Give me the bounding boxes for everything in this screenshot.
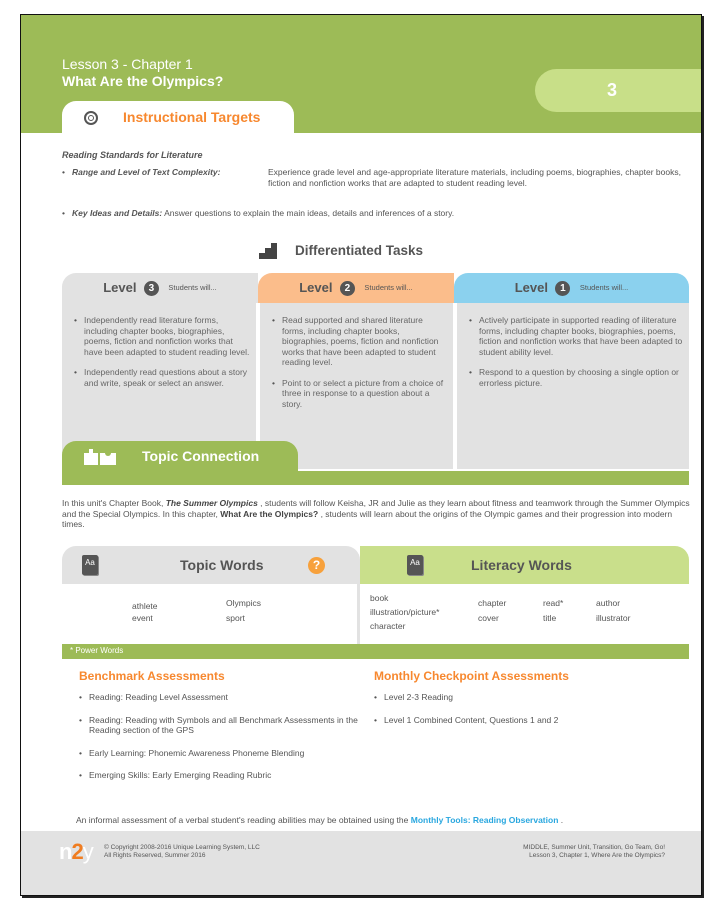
book-icon: Aa bbox=[407, 555, 423, 575]
page-footer bbox=[21, 831, 701, 895]
assessment-item: • Early Learning: Phonemic Awareness Phoneme Blending bbox=[79, 748, 369, 759]
topic-word: event bbox=[132, 613, 153, 623]
literacy-word: book bbox=[370, 593, 389, 603]
level-number-badge: 2 bbox=[340, 281, 355, 296]
level-1-tasks bbox=[457, 303, 689, 469]
topic-connection-title: Topic Connection bbox=[142, 448, 260, 464]
level-number-badge: 3 bbox=[144, 281, 159, 296]
power-words-note: * Power Words bbox=[70, 646, 124, 655]
level-2-header bbox=[258, 273, 454, 303]
task-item: • Respond to a question by choosing a single option or errorless picture. bbox=[469, 367, 683, 388]
instructional-targets-tab bbox=[62, 101, 294, 135]
standard-label: Key Ideas and Details: bbox=[72, 208, 163, 218]
students-will-label: Students will... bbox=[168, 283, 217, 292]
topic-words-header bbox=[62, 546, 360, 584]
literacy-word: chapter bbox=[478, 598, 507, 608]
topic-word: athlete bbox=[132, 601, 158, 611]
assessment-item: • Level 2-3 Reading bbox=[374, 692, 674, 703]
benchmark-assessments-list bbox=[79, 692, 369, 793]
literacy-words-title: Literacy Words bbox=[471, 557, 572, 573]
puzzle-icon bbox=[84, 449, 118, 465]
benchmark-assessments-title: Benchmark Assessments bbox=[79, 669, 225, 683]
topic-word: Olympics bbox=[226, 598, 261, 608]
copyright: © Copyright 2008-2016 Unique Learning System, LLC All Rights Reserved, Summer 2016 bbox=[104, 844, 260, 859]
chapter-book-title: The Summer Olympics bbox=[165, 498, 258, 508]
literacy-word: character bbox=[370, 621, 406, 631]
task-item: • Read supported and shared literature forms, including chapter books, biographies, poems, fiction and nonfiction works that have been adapted to student reading level. bbox=[272, 315, 447, 368]
help-icon[interactable]: ? bbox=[308, 557, 325, 574]
differentiated-tasks-title: Differentiated Tasks bbox=[295, 243, 424, 258]
literacy-word: title bbox=[543, 613, 557, 623]
topic-word: sport bbox=[226, 613, 245, 623]
chapter-name: What Are the Olympics? bbox=[220, 508, 319, 519]
topic-connection-bar bbox=[62, 471, 689, 485]
stairs-icon bbox=[259, 243, 277, 259]
instructional-targets-title: Instructional Targets bbox=[123, 109, 261, 125]
topic-words-list bbox=[62, 584, 360, 644]
lesson-label: Lesson 3 - Chapter 1 bbox=[62, 56, 193, 72]
lesson-page bbox=[20, 14, 702, 896]
topic-connection-text: In this unit's Chapter Book, The Summer Olympics , students will follow Keisha, JR and Julie as they learn about fitness and teamwork through the Summer Olympics and the Special Olympics. In this chapter, What Are the Olympics? , students will learn about the origins of the Olympic games and their progression into modern times. bbox=[62, 498, 690, 529]
lesson-number-badge: 3 bbox=[535, 69, 701, 112]
standard-label: Range and Level of Text Complexity: bbox=[72, 167, 221, 177]
level-number-badge: 1 bbox=[555, 281, 570, 296]
level-word: Level bbox=[299, 280, 333, 295]
literacy-word: illustration/picture* bbox=[370, 607, 440, 617]
literacy-word: author bbox=[596, 598, 621, 608]
chapter-title: What Are the Olympics? bbox=[62, 73, 224, 89]
assessment-item: • Reading: Reading with Symbols and all Benchmark Assessments in the Reading section of the GPS bbox=[79, 715, 369, 736]
standard-text: Experience grade level and age-appropriate literature materials, including poems, biographies, chapter books, fiction and nonfiction works that are adapted to student reading level. bbox=[268, 167, 681, 188]
assessment-item: • Reading: Reading Level Assessment bbox=[79, 692, 369, 703]
students-will-label: Students will... bbox=[364, 283, 413, 292]
standards-heading: Reading Standards for Literature bbox=[62, 150, 203, 160]
assessment-item: • Level 1 Combined Content, Questions 1 and 2 bbox=[374, 715, 674, 726]
literacy-word: illustrator bbox=[596, 613, 631, 623]
standard-text: Answer questions to explain the main ideas, details and inferences of a story. bbox=[164, 208, 455, 218]
task-item: • Point to or select a picture from a choice of three in response to a question about a story. bbox=[272, 378, 447, 410]
task-item: • Independently read literature forms, including chapter books, biographies, poems, fiction and nonfiction works that have been adapted to student reading level. bbox=[74, 315, 250, 357]
monthly-checkpoint-title: Monthly Checkpoint Assessments bbox=[374, 669, 569, 683]
level-1-header bbox=[454, 273, 689, 303]
students-will-label: Students will... bbox=[579, 283, 629, 292]
page-header bbox=[21, 15, 701, 133]
target-icon bbox=[84, 111, 98, 125]
monthly-checkpoint-list bbox=[374, 692, 674, 737]
level-3-header bbox=[62, 273, 258, 303]
n2y-logo: n2y bbox=[59, 839, 93, 864]
level-word: Level bbox=[514, 280, 548, 295]
literacy-words-header bbox=[360, 546, 689, 584]
informal-assessment-note: An informal assessment of a verbal student's reading abilities may be obtained using the Monthly Tools: Reading Observation . bbox=[76, 815, 564, 825]
reading-observation-link[interactable]: Monthly Tools: Reading Observation bbox=[410, 815, 559, 825]
literacy-words-list bbox=[360, 584, 689, 644]
level-word: Level bbox=[103, 280, 137, 295]
literacy-word: cover bbox=[478, 613, 499, 623]
unit-info: MIDDLE, Summer Unit, Transition, Go Team, Go! Lesson 3, Chapter 1, Where Are the Olympics? bbox=[523, 844, 665, 859]
literacy-word: read* bbox=[543, 598, 564, 608]
power-words-bar bbox=[62, 644, 689, 659]
topic-connection-tab bbox=[62, 441, 298, 471]
book-icon: Aa bbox=[82, 555, 98, 575]
topic-words-title: Topic Words bbox=[180, 557, 264, 573]
task-item: • Independently read questions about a story and write, speak or select an answer. bbox=[74, 367, 250, 388]
assessment-item: • Emerging Skills: Early Emerging Reading Rubric bbox=[79, 770, 369, 781]
task-item: • Actively participate in supported reading of iliterature forms, including chapter books, biographies, poems, fiction and nonfiction works that have been adapted to student ability level. bbox=[469, 315, 683, 357]
levels-table bbox=[62, 273, 689, 469]
